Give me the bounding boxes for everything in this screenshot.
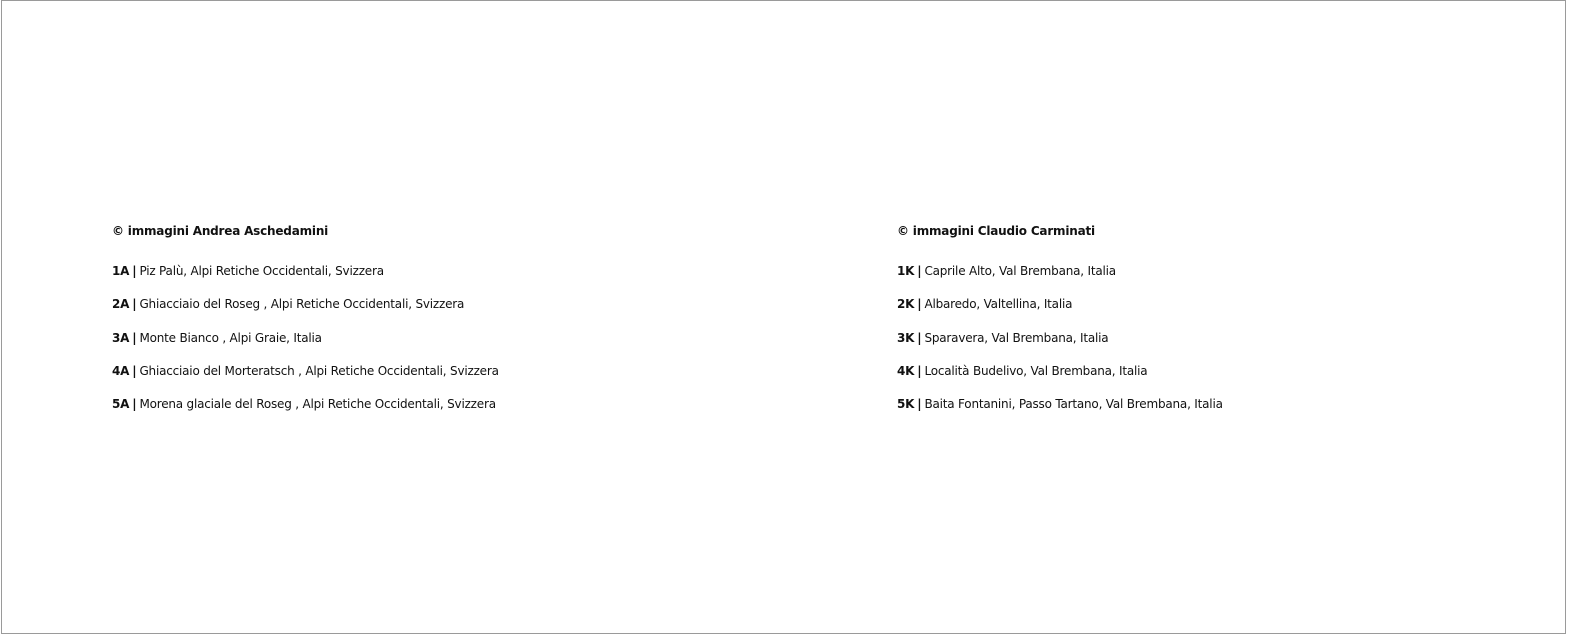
caption-code: 1A xyxy=(112,264,130,278)
page-frame xyxy=(1,0,1566,634)
caption-code: 4K xyxy=(897,363,915,378)
caption-code: 5K xyxy=(897,397,915,412)
caption-item xyxy=(112,330,499,346)
caption-item xyxy=(112,396,499,412)
caption-code: 2K xyxy=(897,297,915,312)
caption-code: 4A xyxy=(112,363,130,378)
credits-column-left xyxy=(112,223,499,429)
caption-separator: | xyxy=(917,297,922,312)
caption-code: 1K xyxy=(897,264,915,278)
credits-column-right xyxy=(897,223,1223,429)
caption-text: Piz Palù, Alpi Retiche Occidentali, Svizzera xyxy=(139,264,384,278)
caption-item xyxy=(112,263,499,279)
caption-code: 5A xyxy=(112,397,130,412)
caption-code: 3K xyxy=(897,330,915,345)
caption-item xyxy=(897,396,1223,412)
caption-text: Baita Fontanini, Passo Tartano, Val Brembana, Italia xyxy=(924,397,1223,412)
caption-text: Albaredo, Valtellina, Italia xyxy=(924,297,1073,312)
caption-item xyxy=(897,363,1223,379)
caption-list xyxy=(112,263,499,412)
caption-code: 3A xyxy=(112,330,130,345)
caption-separator: | xyxy=(132,397,137,412)
caption-item xyxy=(112,296,499,312)
caption-item xyxy=(897,263,1223,279)
caption-text: Ghiacciaio del Roseg , Alpi Retiche Occidentali, Svizzera xyxy=(139,297,465,312)
caption-text: Località Budelivo, Val Brembana, Italia xyxy=(924,363,1148,378)
caption-text: Sparavera, Val Brembana, Italia xyxy=(924,330,1109,345)
caption-text: Ghiacciaio del Morteratsch , Alpi Retiche Occidentali, Svizzera xyxy=(139,363,499,378)
caption-item xyxy=(897,296,1223,312)
caption-text: Monte Bianco , Alpi Graie, Italia xyxy=(139,330,322,345)
credit-heading: © immagini Andrea Aschedamini xyxy=(112,224,329,238)
caption-separator: | xyxy=(917,264,922,278)
caption-separator: | xyxy=(132,297,137,312)
caption-item xyxy=(897,330,1223,346)
caption-text: Morena glaciale del Roseg , Alpi Retiche Occidentali, Svizzera xyxy=(139,397,496,412)
caption-code: 2A xyxy=(112,297,130,312)
caption-separator: | xyxy=(132,264,137,278)
caption-text: Caprile Alto, Val Brembana, Italia xyxy=(924,264,1116,278)
caption-separator: | xyxy=(132,363,137,378)
caption-list xyxy=(897,263,1223,412)
caption-separator: | xyxy=(917,363,922,378)
caption-separator: | xyxy=(917,397,922,412)
caption-separator: | xyxy=(132,330,137,345)
caption-item xyxy=(112,363,499,379)
caption-separator: | xyxy=(917,330,922,345)
credit-heading: © immagini Claudio Carminati xyxy=(897,224,1095,238)
